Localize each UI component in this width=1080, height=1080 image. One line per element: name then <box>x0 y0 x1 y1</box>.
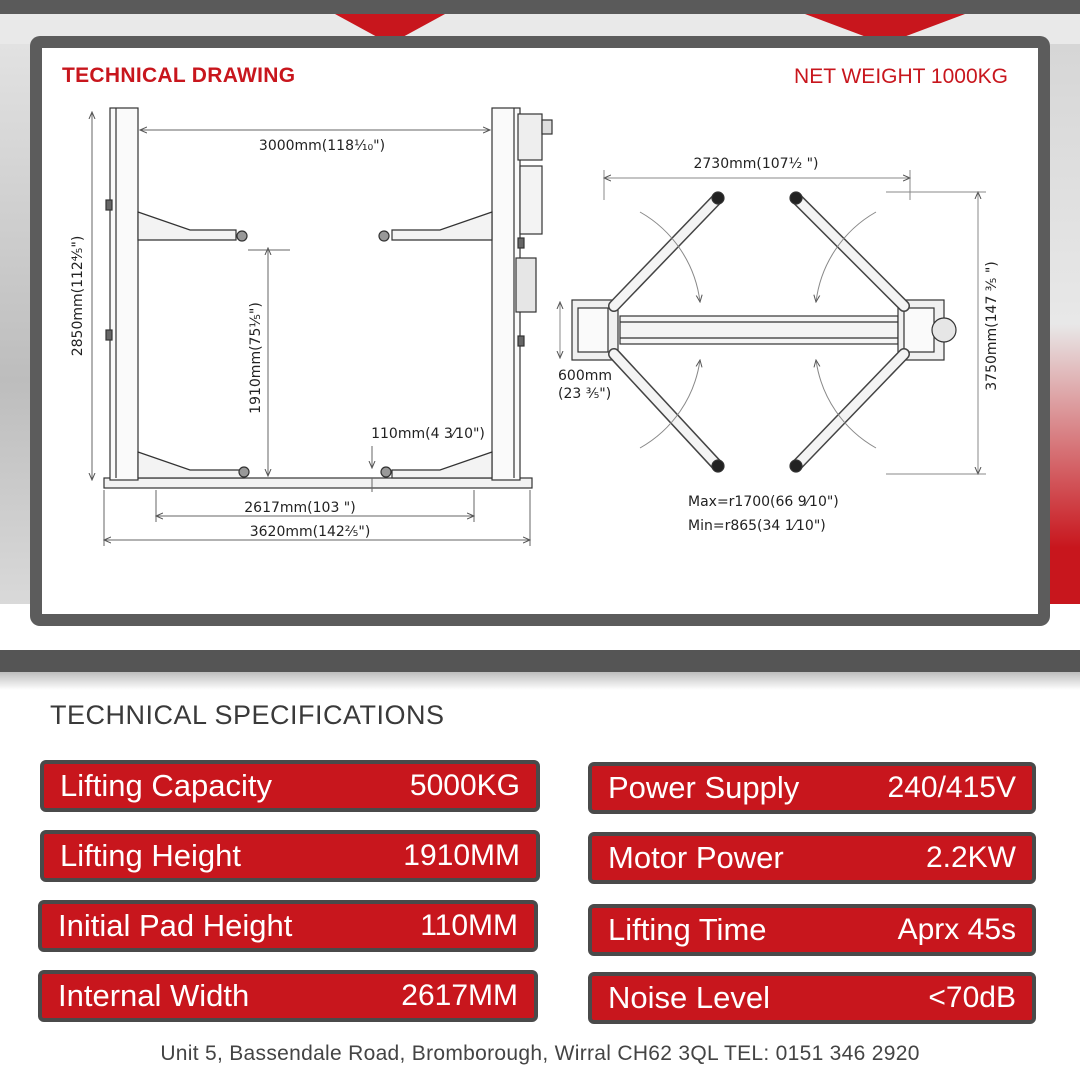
left-lower-arm <box>138 452 244 478</box>
arm-max-label: Max=r1700(66 9⁄10") <box>688 494 839 510</box>
spec-lifting-capacity <box>40 760 540 812</box>
right-lower-arm <box>392 452 492 478</box>
pad <box>712 192 724 204</box>
spec-value: 2617MM <box>401 979 518 1012</box>
base-plate <box>104 478 532 488</box>
dim-overall-label: 3620mm(142⅖") <box>249 524 371 540</box>
arm-min-label: Min=r865(34 1⁄10") <box>688 518 826 534</box>
dim-base-label: 600mm <box>558 368 612 384</box>
pad <box>790 192 802 204</box>
spec-power-supply <box>588 762 1036 814</box>
spec-value: 110MM <box>420 909 518 942</box>
spec-motor-power <box>588 832 1036 884</box>
top-view <box>572 192 956 472</box>
spec-value: 2.2KW <box>925 841 1016 874</box>
left-column <box>110 108 138 480</box>
footer-address: Unit 5, Bassendale Road, Bromborough, Wirral CH62 3QL TEL: 0151 346 2920 <box>160 1042 920 1065</box>
motor <box>518 114 542 160</box>
spec-label: Lifting Time <box>608 912 767 947</box>
dim-length-label: 3750mm(147 ⅗ ") <box>984 261 1000 391</box>
section-divider <box>0 650 1080 672</box>
spec-label: Lifting Height <box>60 838 241 873</box>
spec-internal-width <box>38 970 538 1022</box>
spec-value: Aprx 45s <box>897 913 1016 946</box>
spec-noise-level <box>588 972 1036 1024</box>
pump-tank <box>520 166 542 234</box>
spec-lifting-height <box>40 830 540 882</box>
pad <box>790 460 802 472</box>
specs-heading: TECHNICAL SPECIFICATIONS <box>50 700 445 730</box>
spec-label: Motor Power <box>608 840 784 875</box>
control-box <box>516 258 536 312</box>
dim-pad-label: 110mm(4 3⁄10") <box>371 426 485 442</box>
spec-label: Initial Pad Height <box>58 908 293 943</box>
spec-label: Noise Level <box>608 980 770 1015</box>
right-upper-arm <box>392 212 492 240</box>
dim-base-inch-label: (23 ⅗") <box>558 386 612 402</box>
net-weight: NET WEIGHT 1000KG <box>794 65 1008 88</box>
dim-width-label: 2730mm(107½ ") <box>693 156 819 172</box>
spec-label: Power Supply <box>608 770 800 805</box>
dim-height-label: 2850mm(112⅘") <box>70 235 86 357</box>
spec-label: Lifting Capacity <box>60 768 272 803</box>
spec-value: 5000KG <box>409 769 520 802</box>
drawing-title: TECHNICAL DRAWING <box>62 64 296 87</box>
spec-value: 240/415V <box>887 771 1016 804</box>
left-upper-arm <box>138 212 236 240</box>
dim-lift-label: 1910mm(75⅕") <box>248 302 264 414</box>
dim-span-label: 3000mm(118⅒") <box>258 138 386 154</box>
pad <box>712 460 724 472</box>
spec-value: 1910MM <box>403 839 520 872</box>
dim-internal-label: 2617mm(103 ") <box>244 500 356 516</box>
spec-lifting-time <box>588 904 1036 956</box>
spec-label: Internal Width <box>58 978 250 1013</box>
divider-shadow <box>0 672 1080 690</box>
spec-initial-pad-height <box>38 900 538 952</box>
spec-value: <70dB <box>928 981 1016 1014</box>
base-beam <box>620 316 898 344</box>
